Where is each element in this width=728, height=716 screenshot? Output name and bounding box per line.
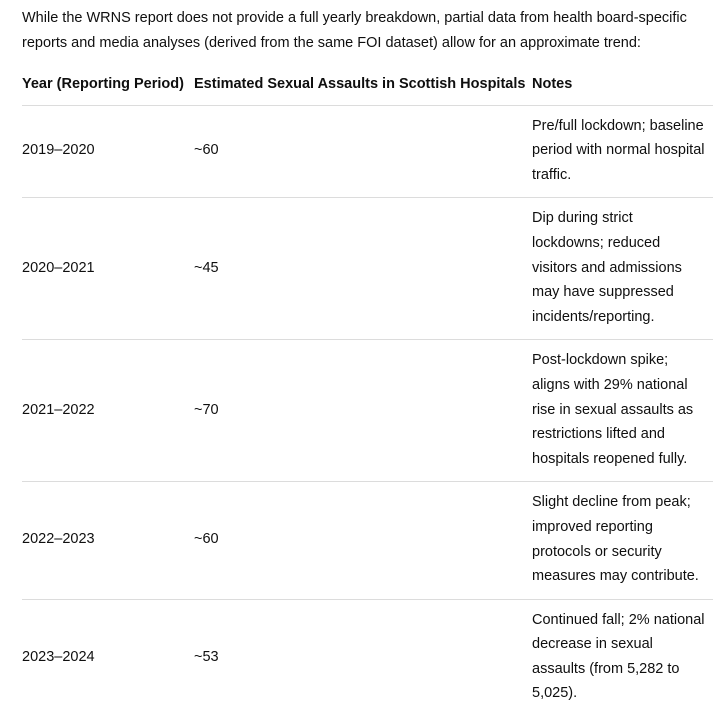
- cell-estimate: ~53: [194, 648, 219, 665]
- header-estimate: Estimated Sexual Assaults in Scottish Hospitals: [194, 70, 532, 105]
- cell-year: 2022–2023: [22, 482, 194, 599]
- cell-year: 2019–2020: [22, 105, 194, 198]
- cell-estimate: ~45: [194, 198, 532, 340]
- table-row: [22, 340, 713, 482]
- table-header-row: [22, 70, 713, 105]
- cell-year: 2020–2021: [22, 198, 194, 340]
- cell-notes: Post-lockdown spike; aligns with 29% national rise in sexual assaults as restrictions lifted and hospitals reopened fully.: [532, 340, 713, 482]
- header-year: Year (Reporting Period): [22, 70, 194, 105]
- header-notes: Notes: [532, 70, 713, 105]
- table-row: [22, 599, 713, 716]
- table-row: [22, 198, 713, 340]
- cell-notes: Slight decline from peak; improved reporting protocols or security measures may contribute.: [532, 482, 713, 599]
- cell-year: 2021–2022: [22, 340, 194, 482]
- cell-notes: Continued fall; 2% national decrease in sexual assaults (from 5,282 to 5,025).: [532, 611, 705, 702]
- table-row: [22, 482, 713, 599]
- cell-year: 2023–2024: [22, 648, 95, 665]
- cell-estimate: ~60: [194, 105, 532, 198]
- cell-notes: Dip during strict lockdowns; reduced visitors and admissions may have suppressed incidents/reporting.: [532, 198, 713, 340]
- table-row: [22, 105, 713, 198]
- cell-estimate: ~60: [194, 482, 532, 599]
- cell-estimate: ~70: [194, 340, 532, 482]
- trend-table: [22, 70, 713, 716]
- cell-notes: Pre/full lockdown; baseline period with normal hospital traffic.: [532, 105, 713, 198]
- intro-paragraph: While the WRNS report does not provide a full yearly breakdown, partial data from health board-specific reports and media analyses (derived from the same FOI dataset) allow for an approximate trend:: [22, 10, 687, 51]
